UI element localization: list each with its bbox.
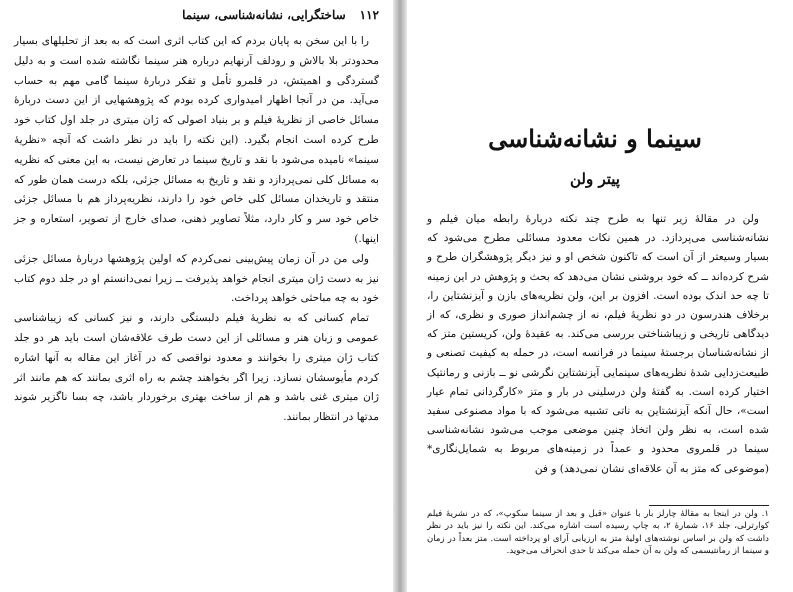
- paragraph: را با این سخن به پایان بردم که این کتاب اثری است که به بعد از تحلیلهای بسیار محدودتر بلا بالاش و رودلف آرنهایم درباره هنر سینما نگاشته شده است و به دلیل گستردگی و اهمیتش، در قلمرو تأمل و تفکر دربارهٔ سینما گامی مهم به حساب می‌آید. من در آنجا اظهار امیدواری کرده بودم که پژوهشهایی از این دست دربارهٔ مسائل خاصی از نظریهٔ فیلم و بر بنیاد اصولی که ژان میتری در جلد اول کتاب خود طرح کرده است انجام بگیرد. (این نکته را باید در نظر داشت که آنچه «نظریهٔ سینما» نامیده می‌شود با نقد و تاریخ سینما در تعارض نیست، به این معنی که نظریه به مسائل کلی نمی‌پردازد و نقد و تاریخ به مسائل جزئی، بلکه درست همان طور که منتقد و تاریخدان مسائل کلی خاص خود را دارند، نظریه‌پرداز هم با مسائل جزئی خاص خود سر و کار دارد، مثلاً تصاویر ذهنی، صدای خارج از تصویر، استعاره و جز اینها.): [14, 35, 379, 245]
- running-head: [36, 8, 379, 22]
- left-body-text: [14, 32, 379, 428]
- page-number: ۱۱۲: [359, 8, 379, 22]
- paragraph: ولی من در آن زمان پیش‌بینی نمی‌کردم که اولین پژوهشها دربارهٔ مسائل جزئی نیز به دست ژان میتری انجام خواهد پذیرفت ــ زیرا نمی‌دانستم او در جلد دوم کتاب خود به چه مباحثی خواهد پرداخت.: [14, 252, 379, 305]
- chapter-author: پیتر ولن: [570, 170, 620, 188]
- footnote-rule: [649, 505, 769, 506]
- running-title: ساختگرایی، نشانه‌شناسی، سینما: [182, 8, 346, 22]
- chapter-title: سینما و نشانه‌شناسی: [488, 124, 702, 153]
- paragraph: ولن در مقالهٔ زیر تنها به طرح چند نکته دربارهٔ رابطه میان فیلم و نشانه‌شناسی می‌پردازد. در همین نکات معدود مسائلی مطرح می‌شود که بسیار وسیعتر از آن است که تاکنون شخص او و نیز دیگر پژوهشگران طرح و شرح کرده‌اند ــ که خود بروشنی نشان می‌دهد که بحث و پژوهش در این زمینه تا چه حد اندک بوده است. افزون بر این، ولن نظریه‌های بازن و آیزنشتاین را، برخلاف هندرسون در دو نظریهٔ فیلم، نه از چشم‌انداز صوری و نظری، که از دیدگاهی تاریخی و زیباشناختی بررسی می‌کند. به عقیدهٔ ولن، کریستین متز که از نشانه‌شناسان برجستهٔ سینما در فرانسه است، در حمله به کیفیت تصنعی و طبیعت‌زدایی شدهٔ نظریه‌های سینمایی آیزنشتاین نگرشی نو ــ بازنی و رمانتیک اختیار کرده است. به گفتهٔ ولن درسلینی در بار و متز «کارگردانی تمام عیار است»، حال آنکه آیزنشتاین به ناتی تشبیه می‌شود که با مواد مصنوعی سفید شده است، به نظر ولن اتخاذ چنین موضعی موجب می‌شود نشانه‌شناسی سینما در قلمروی محدود و عمداً در زمینه‌های مربوط به شمایل‌نگاری* (موضوعی که متز به آن علاقه‌ای نشان نمی‌دهد) و فن: [427, 213, 769, 475]
- paragraph: تمام کسانی که به نظریهٔ فیلم دلبستگی دارند، و نیز کسانی که زیباشناسی عمومی و زبان هنر و مسائلی از این دست طرف علاقه‌شان است باید هر دو جلد کتاب ژان میتری را بخوانند و معدود نواقصی که در آغاز این مقاله به آنها اشاره کردم مأیوسشان نسازد. زیرا اگر بخواهند چشم به راه اثری بمانند که هم مانند اثر ژان میتری غنی باشد و هم از ساخت بهتری برخوردار باشد، چه بسا ناگزیر شوند مدتها در انتظار بمانند.: [14, 312, 379, 424]
- right-body-text: [427, 210, 769, 479]
- right-page: [407, 0, 793, 592]
- book-gutter: [393, 0, 407, 592]
- left-page: [0, 0, 393, 592]
- footnote: ۱. ولن در اینجا به مقالهٔ چارلز بار با عنوان «قبل و بعد از سینما سکوپ»، که در نشریهٔ فیلم کوارترلی، جلد ۱۶، شمارهٔ ۲، به چاپ رسیده است اشاره می‌کند. این نکته را نیز باید در نظر داشت که ولن بر اساس نوشته‌های اولیهٔ متز به ارزیابی آرای او پرداخته است. متز بعداً در زمان و سینما از رمانتیسمی که ولن به آن حمله می‌کند تا حدی انحراف می‌جوید.: [427, 509, 769, 557]
